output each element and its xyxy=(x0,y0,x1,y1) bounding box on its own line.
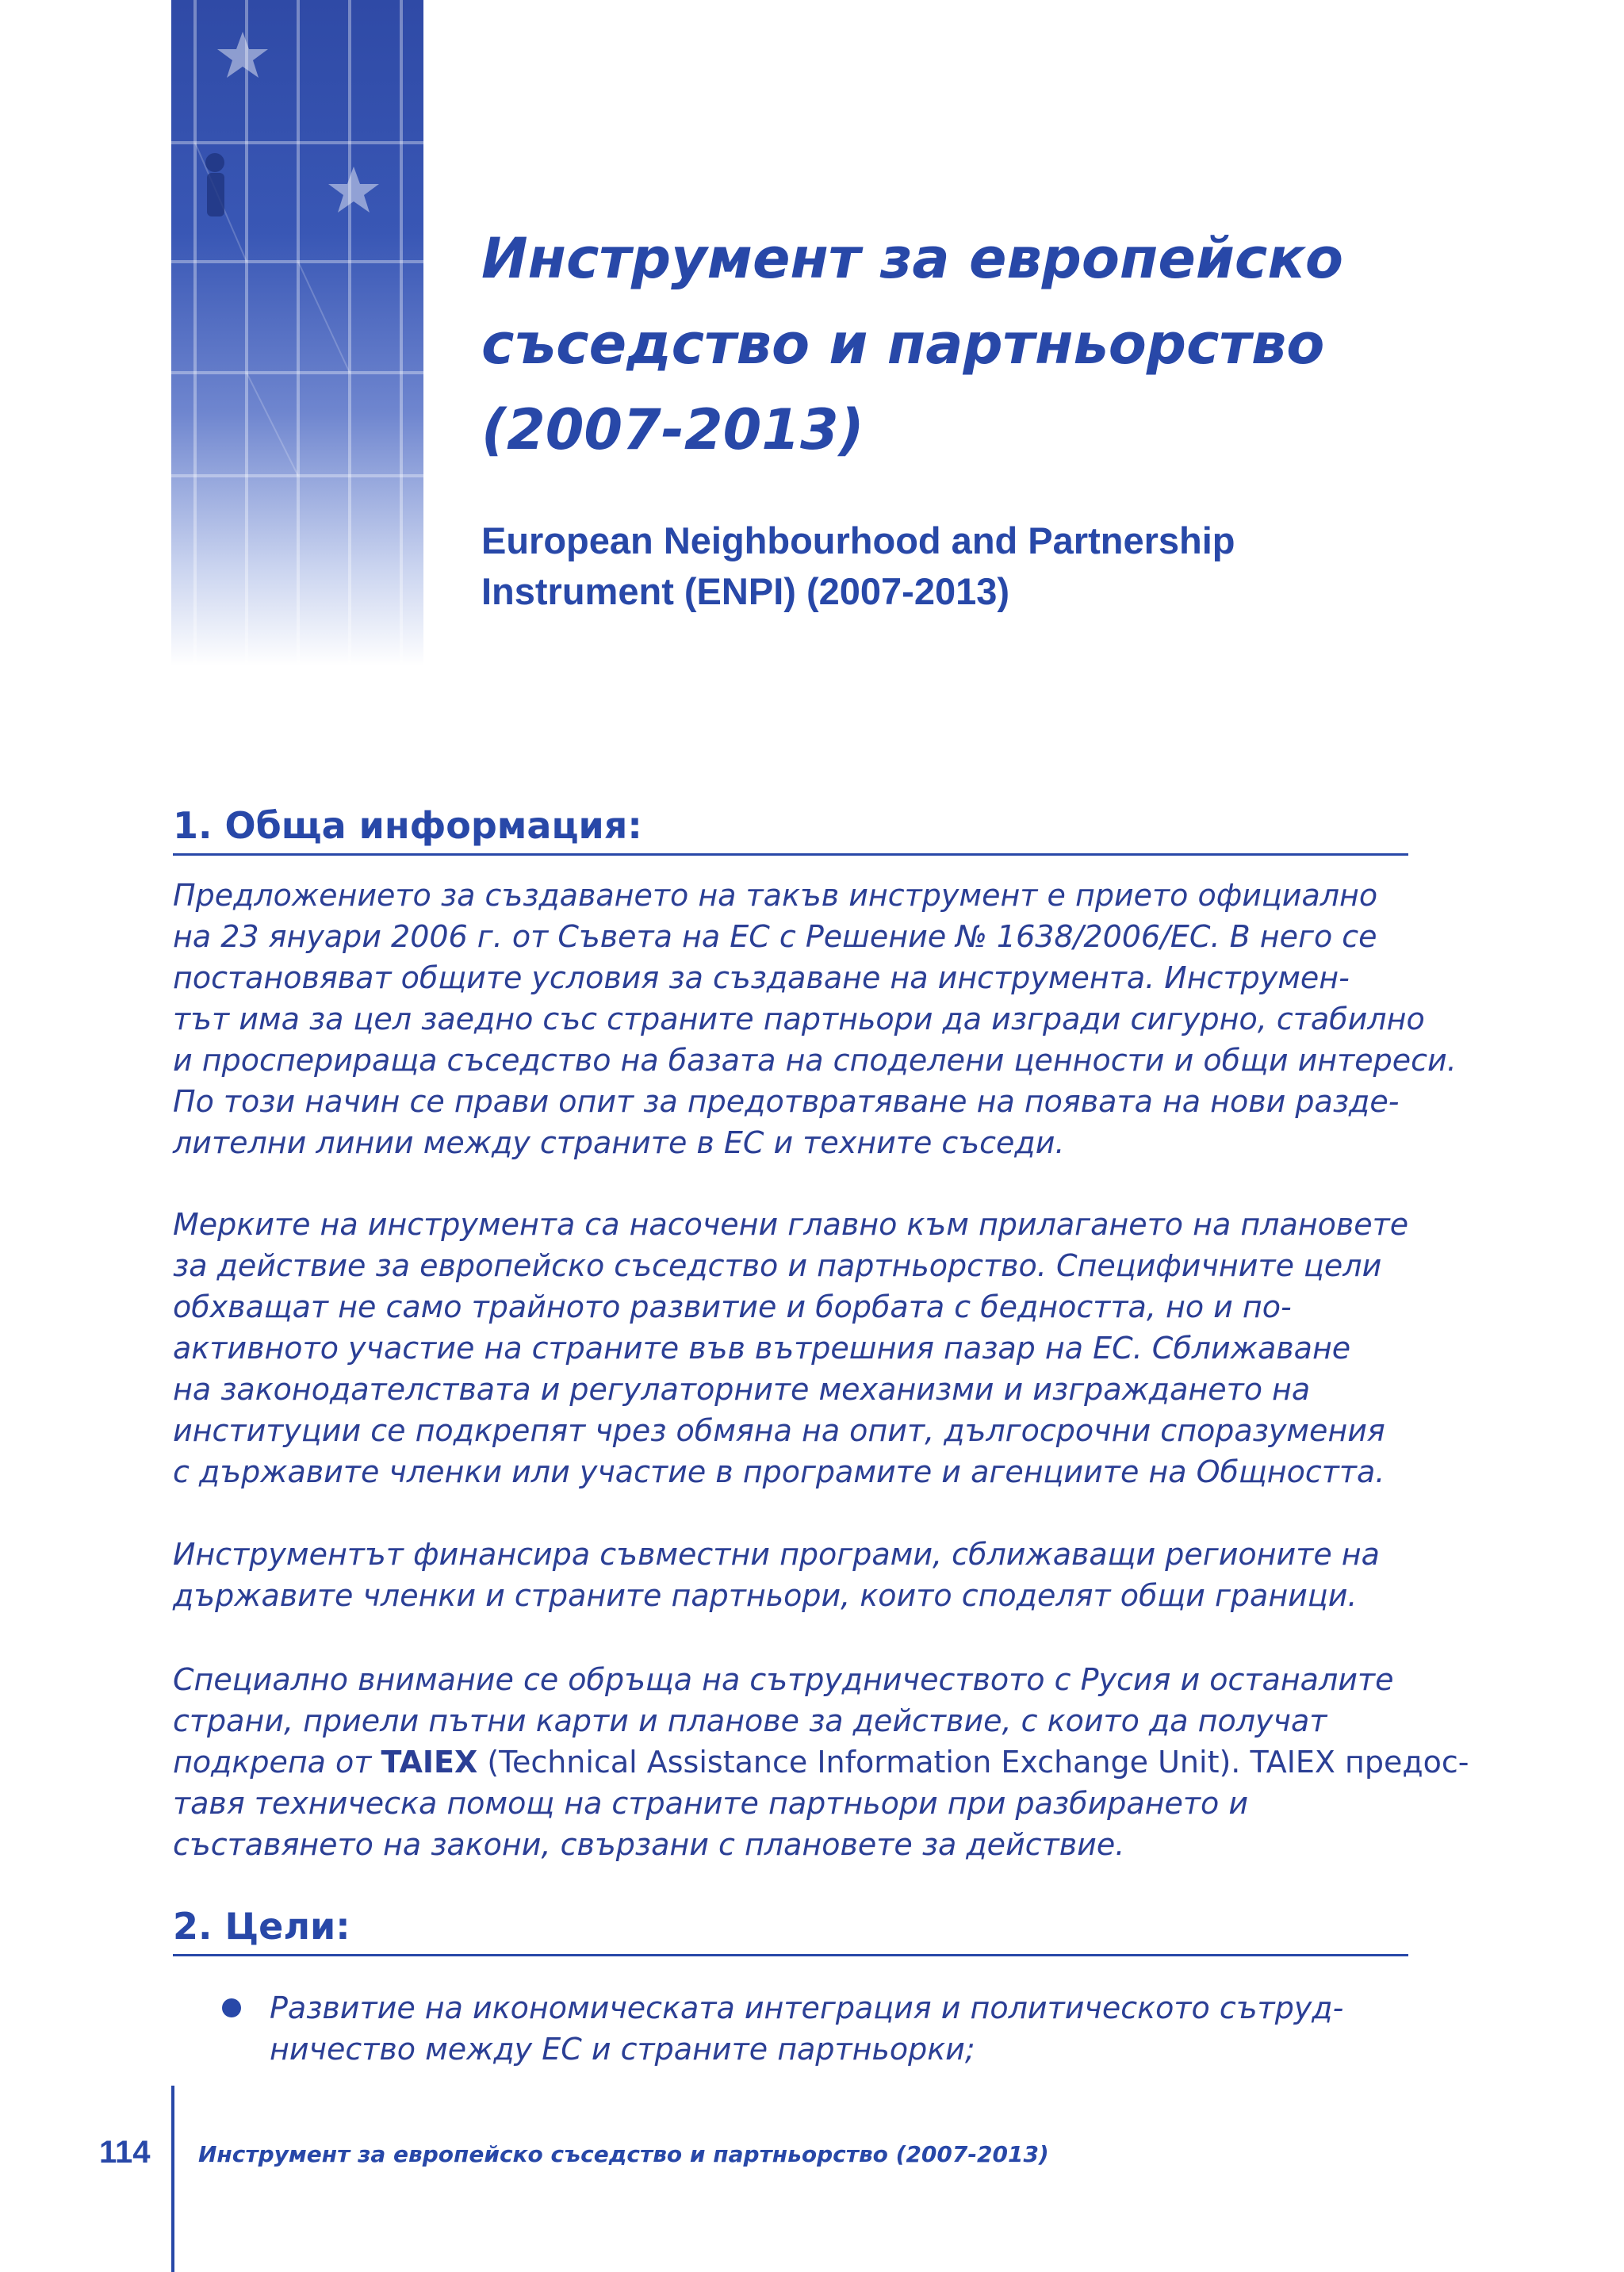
text-line: съставянето на закони, свързани с плановете за действие. xyxy=(173,1827,1125,1862)
text-line: Предложението за създаването на такъв инструмент е прието официално xyxy=(173,878,1378,913)
header-banner-image xyxy=(171,0,423,666)
bullet-icon xyxy=(222,1998,241,2017)
text-line: Мерките на инструмента са насочени главно към прилагането на плановете xyxy=(173,1207,1409,1242)
english-subtitle xyxy=(481,515,1473,617)
text-line: лителни линии между страните в ЕС и техните съседи. xyxy=(173,1125,1065,1160)
section-heading-goals: 2. Цели: xyxy=(173,1902,1408,1956)
text-line: Развитие на икономическата интеграция и политическото сътруд- xyxy=(270,1990,1344,2025)
text-line: тавя техническа помощ на страните партньори при разбирането и xyxy=(173,1786,1249,1821)
footer-divider xyxy=(171,2086,174,2272)
text-line: страни, приели пътни карти и планове за действие, с които да получат xyxy=(173,1703,1327,1738)
page-title xyxy=(481,216,1473,473)
paragraph xyxy=(173,1534,1410,1616)
text-line: ничество между ЕС и страните партньорки; xyxy=(270,2032,975,2067)
title-line: (2007-2013) xyxy=(481,397,864,462)
text-line: Специално внимание се обръща на сътрудничеството с Русия и останалите xyxy=(173,1662,1394,1697)
scaffolding-illustration xyxy=(171,0,423,666)
paragraph xyxy=(173,1659,1469,1865)
paragraph xyxy=(173,1204,1410,1492)
text-line: постановяват общите условия за създаване на инструмента. Инструмен- xyxy=(173,960,1350,995)
subtitle-line: European Neighbourhood and Partnership xyxy=(481,519,1235,561)
text-line: на законодателствата и регулаторните механизми и изграждането на xyxy=(173,1372,1311,1407)
text-line: за действие за европейско съседство и партньорство. Специфичните цели xyxy=(173,1248,1382,1283)
text-line: държавите членки и страните партньори, които споделят общи граници. xyxy=(173,1578,1358,1613)
title-line: съседство и партньорство xyxy=(481,312,1325,377)
text-line: обхващат не само трайното развитие и борбата с бедността, но и по- xyxy=(173,1289,1292,1324)
section-heading-general-info: 1. Обща информация: xyxy=(173,801,1408,856)
text-line: институции се подкрепят чрез обмяна на опит, дългосрочни споразумения xyxy=(173,1413,1385,1448)
text-fragment: (Technical Assistance Information Exchange Unit). TAIEX предос- xyxy=(477,1745,1469,1780)
subtitle-line: Instrument (ENPI) (2007-2013) xyxy=(481,570,1010,612)
text-line: активното участие на страните във вътрешния пазар на ЕС. Сближаване xyxy=(173,1331,1351,1366)
title-line: Инструмент за европейско xyxy=(481,226,1343,291)
text-line: Инструментът финансира съвместни програми, сближаващи регионите на xyxy=(173,1537,1380,1572)
list-item-text xyxy=(270,1987,1343,2070)
text-line: с държавите членки или участие в програмите и агенциите на Общността. xyxy=(173,1454,1385,1489)
text-fragment: подкрепа от xyxy=(173,1745,381,1780)
text-line: тът има за цел заедно със страните партньори да изгради сигурно, стабилно xyxy=(173,1002,1425,1036)
taiex-acronym: TAIEX xyxy=(381,1745,478,1780)
page-number: 114 xyxy=(99,2135,151,2170)
text-line: и просперираща съседство на базата на споделени ценности и общи интереси. xyxy=(173,1043,1457,1078)
text-line: По този начин се прави опит за предотвратяване на появата на нови разде- xyxy=(173,1084,1400,1119)
text-line: на 23 януари 2006 г. от Съвета на ЕС с Решение № 1638/2006/ЕС. В него се xyxy=(173,919,1377,954)
paragraph xyxy=(173,875,1457,1163)
running-title: Инструмент за европейско съседство и партньорство (2007-2013) xyxy=(198,2141,1049,2167)
text-line xyxy=(173,1741,1469,1783)
